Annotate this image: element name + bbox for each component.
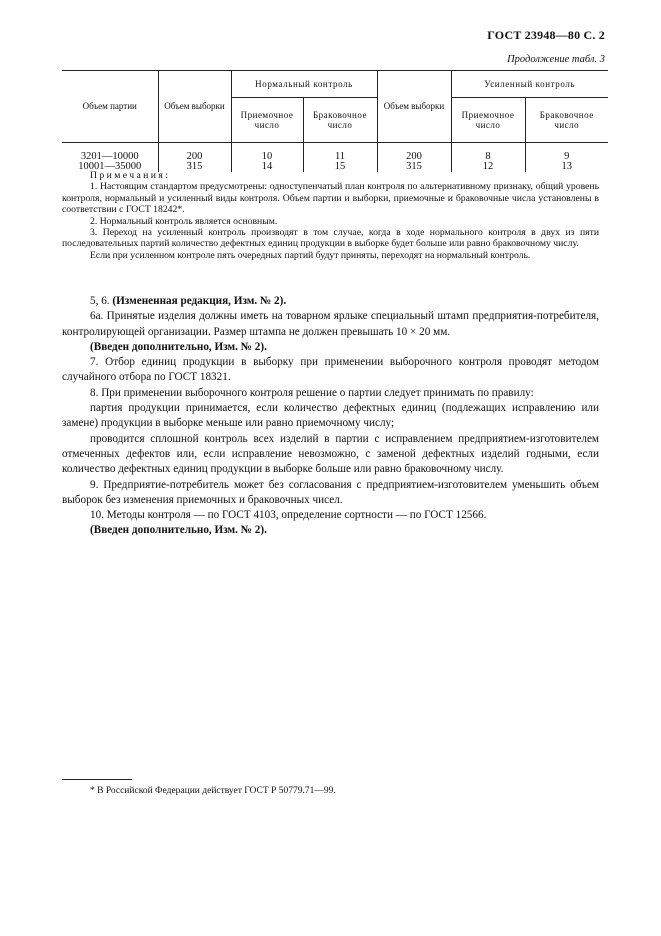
- cell-lot: 10001—35000: [78, 161, 142, 172]
- tight-accept-header: Приемочное число: [451, 98, 525, 143]
- paragraph: [62, 523, 599, 538]
- cell-normal-sample: 200: [158, 143, 231, 163]
- footnote: * В Российской Федерации действует ГОСТ Р 50779.71—99.: [90, 786, 336, 796]
- tight-reject-header: Браковочное число: [525, 98, 608, 143]
- col-lot-header: Объем партии: [62, 71, 158, 143]
- paragraph-number: 5, 6.: [90, 295, 110, 307]
- cell-tight-sample: 315: [377, 162, 451, 172]
- cell-tight-reject: 9: [525, 143, 608, 163]
- paragraph: партия продукции принимается, если количество дефектных единиц (подлежащих исправлению или замене) продукции в выборке меньше или равно приемочному числу;: [62, 402, 599, 430]
- amendment-note: (Введен дополнительно, Изм. № 2).: [90, 340, 267, 353]
- note-item: 1. Настоящим стандартом предусмотрены: одноступенчатый план контроля по альтернативному признаку, общий уровень контроля, нормальный и усиленный виды контроля. Объем партии и выборки, приемочные и браковочные числа установлены в соответствии с ГОСТ 18242*.: [62, 181, 599, 216]
- paragraph: 6а. Принятые изделия должны иметь на товарном ярлыке специальный штамп предприятия-потребителя, контролирующей организации. Размер штампа не должен превышать 10 × 20 мм.: [62, 310, 599, 338]
- cell-tight-accept: 8: [451, 143, 525, 163]
- paragraph: проводится сплошной контроль всех изделий в партии с исправлением предприятием-изготовителем отмеченных дефектов или, если исправление невозможно, с заменой дефектных изделий годными, если количество дефектных единиц продукции в выборке больше или равно браковочному числу.: [62, 432, 599, 476]
- normal-accept-header: Приемочное число: [231, 98, 303, 143]
- table-continuation: Продолжение табл. 3: [507, 54, 605, 65]
- cell-tight-sample: 200: [377, 143, 451, 163]
- amendment-note: (Измененная редакция, Изм. № 2).: [112, 295, 287, 307]
- control-table: [62, 70, 608, 172]
- cell-lot: 3201—10000: [80, 151, 139, 162]
- notes-title: Примечания:: [90, 170, 171, 181]
- col-sample-header: Объем выборки: [158, 71, 231, 143]
- note-item: 3. Переход на усиленный контроль производят в том случае, когда в ходе нормального контроля в двух из пяти последовательных партий количество дефектных единиц продукции в выборке будет больше или равно браковочному числу.: [62, 227, 599, 250]
- paragraph: [62, 340, 599, 355]
- note-item: 2. Нормальный контроль является основным.: [90, 215, 278, 227]
- cell-tight-reject: 13: [525, 162, 608, 172]
- amendment-note: (Введен дополнительно, Изм. № 2).: [90, 524, 267, 537]
- group-tight-header: Усиленный контроль: [451, 71, 608, 98]
- table-row: [62, 143, 608, 163]
- paragraph: 7. Отбор единиц продукции в выборку при применении выборочного контроля проводят методом случайного отбора по ГОСТ 18321.: [62, 356, 599, 384]
- normal-reject-header: Браковочное число: [303, 98, 377, 143]
- group-normal-header: Нормальный контроль: [231, 71, 377, 98]
- body-text: [62, 294, 599, 539]
- cell-normal-reject: 11: [303, 143, 377, 163]
- notes-block: [62, 170, 599, 261]
- paragraph: 8. При применении выборочного контроля решение о партии следует принимать по правилу:: [90, 386, 534, 399]
- paragraph: 9. Предприятие-потребитель может без согласования с предприятием-изготовителем уменьшить объем выборок без изменения приемочных и браковочных чисел.: [62, 478, 599, 506]
- col-sample2-header: Объем выборки: [377, 71, 451, 143]
- paragraph: [62, 294, 599, 309]
- note-item: Если при усиленном контроле пять очередных партий будут приняты, переходят на нормальный контроль.: [90, 249, 531, 261]
- paragraph: 10. Методы контроля — по ГОСТ 4103, определение сортности — по ГОСТ 12566.: [90, 509, 487, 522]
- cell-normal-sample: 315: [158, 162, 231, 172]
- page-header: ГОСТ 23948—80 С. 2: [487, 28, 605, 42]
- cell-normal-accept: 10: [231, 143, 303, 163]
- footnote-rule: [62, 779, 132, 780]
- cell-normal-accept: 14: [231, 162, 303, 172]
- cell-tight-accept: 12: [451, 162, 525, 172]
- cell-normal-reject: 15: [303, 162, 377, 172]
